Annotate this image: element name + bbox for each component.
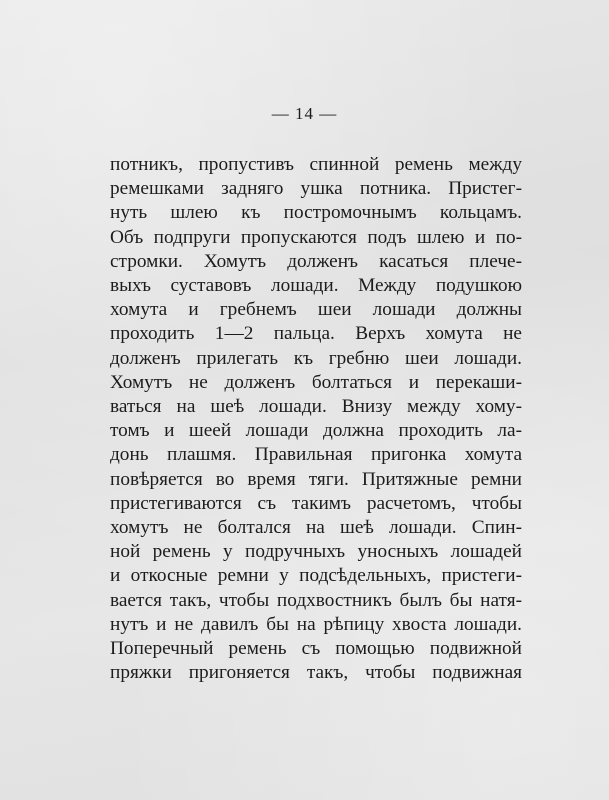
text-line: Поперечный ремень съ помощью подвижной (110, 638, 522, 660)
text-line: пряжки пригоняется такъ, чтобы подвижная (110, 662, 522, 684)
text-line: потникъ, пропустивъ спинной ремень между (110, 154, 522, 175)
text-line: хомута и гребнемъ шеи лошади должны (110, 299, 522, 321)
text-line: вается такъ, чтобы подхвостникъ былъ бы натя- (110, 589, 522, 611)
text-line: нуть шлею къ постромочнымъ кольцамъ. (110, 202, 522, 224)
text-line: пристегиваются съ такимъ расчетомъ, чтобы (110, 492, 522, 514)
body-text (110, 153, 522, 685)
text-line: хомутъ не болтался на шеѣ лошади. Спин- (110, 517, 522, 539)
text-line: Хомутъ не долженъ болтаться и перекаши- (110, 371, 522, 393)
text-line: выхъ суставовъ лошади. Между подушкою (110, 275, 522, 297)
text-line: ремешками задняго ушка потника. Пристег- (110, 178, 522, 200)
text-line: и откосные ремни у подсѣдельныхъ, пристеги- (110, 565, 522, 587)
text-line: ной ремень у подручныхъ уносныхъ лошадей (110, 541, 522, 563)
text-line: нутъ и не давилъ бы на рѣпицу хвоста лошади. (110, 613, 522, 635)
text-line: долженъ прилегать къ гребню шеи лошади. (110, 347, 522, 369)
text-line: ваться на шеѣ лошади. Внизу между хому- (110, 396, 522, 418)
text-line: донь плашмя. Правильная пригонка хомута (110, 444, 522, 466)
page-number: — 14 — (271, 104, 338, 123)
text-line: проходить 1—2 пальца. Верхъ хомута не (110, 323, 522, 345)
text-line: повѣряется во время тяги. Притяжные ремни (110, 468, 522, 490)
text-line: Объ подпруги пропускаются подъ шлею и по- (110, 226, 522, 248)
text-line: стромки. Хомутъ долженъ касаться плече- (110, 250, 522, 272)
text-line: томъ и шеей лошади должна проходить ла- (110, 420, 522, 442)
